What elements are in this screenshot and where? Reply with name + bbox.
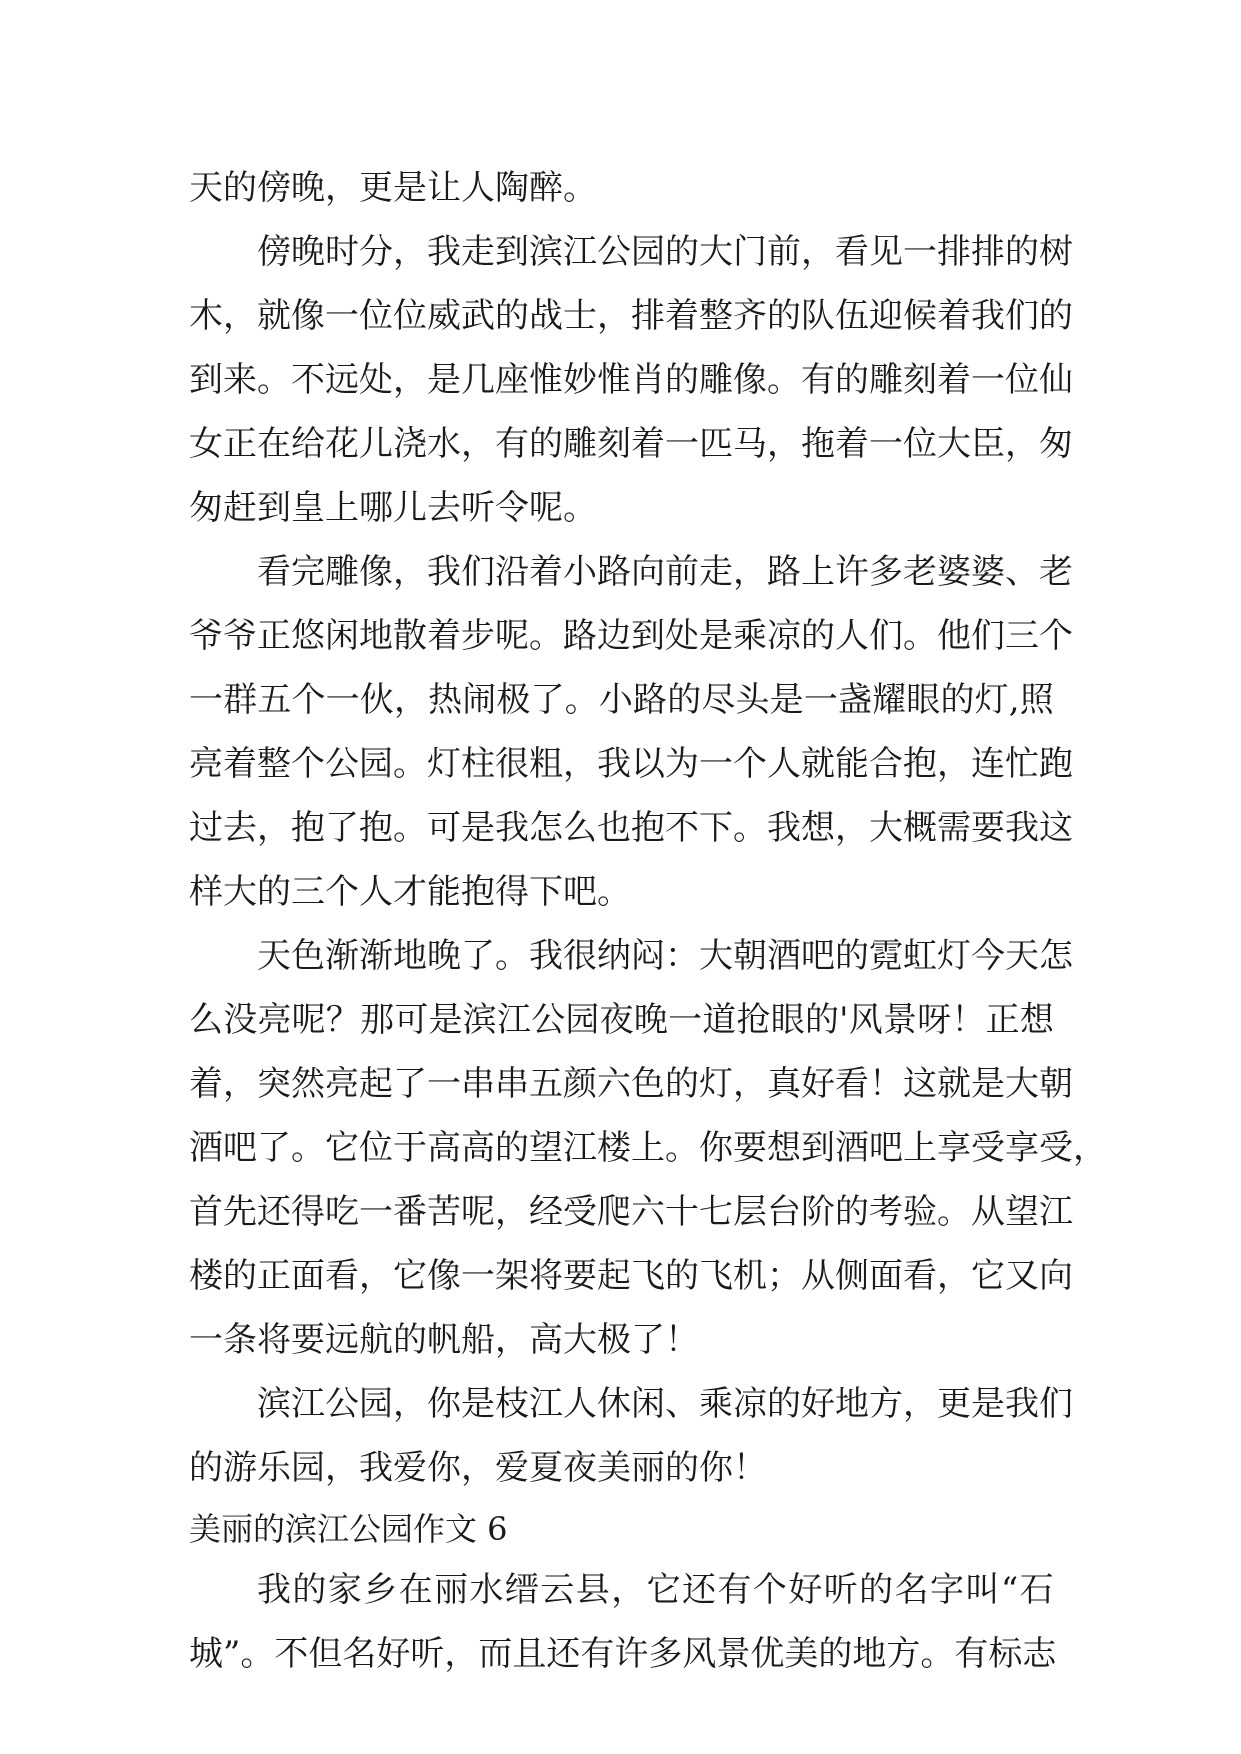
text-line: 女 正 在 给 花 儿 浇 水 ， 有 的 雕 刻 着 一 匹 马 ， 拖 着 一 位 大 臣 ， 匆	[189, 424, 1073, 464]
text-line: 过 去 ， 抱 了 抱 。 可 是 我 怎 么 也 抱 不 下 。 我 想 ， 大 概 需 要 我 这	[189, 808, 1073, 848]
text-line: 爷 爷 正 悠 闲 地 散 着 步 呢 。 路 边 到 处 是 乘 凉 的 人 们 。 他 们 三 个	[189, 616, 1073, 656]
text-line: 木 ， 就 像 一 位 位 威 武 的 战 士 ， 排 着 整 齐 的 队 伍 迎 候 着 我 们 的	[189, 296, 1073, 336]
text-line: 首 先 还 得 吃 一 番 苦 呢 ， 经 受 爬 六 十 七 层 台 阶 的 考 验 。 从 望 江	[189, 1192, 1073, 1232]
text-line: 看 完 雕 像 ， 我 们 沿 着 小 路 向 前 走 ， 路 上 许 多 老 婆 婆 、 老	[257, 552, 1073, 592]
text-line: 一条将要远航的帆船，高大极了！	[189, 1320, 699, 1360]
text-line: 么 没 亮 呢 ？ 那 可 是 滨 江 公 园 夜 晚 一 道 抢 眼 的 ' 风 景 呀 ！ 正 想	[189, 1000, 1054, 1040]
text-line: 亮 着 整 个 公 园 。 灯 柱 很 粗 ， 我 以 为 一 个 人 就 能 合 抱 ， 连 忙 跑	[189, 744, 1073, 784]
text-line: 天 色 渐 渐 地 晚 了 。 我 很 纳 闷 ： 大 朝 酒 吧 的 霓 虹 灯 今 天 怎	[257, 936, 1073, 976]
text-line: 到 来 。 不 远 处 ， 是 几 座 惟 妙 惟 肖 的 雕 像 。 有 的 雕 刻 着 一 位 仙	[189, 360, 1073, 400]
text-line: 傍 晚 时 分 ， 我 走 到 滨 江 公 园 的 大 门 前 ， 看 见 一 排 排 的 树	[257, 232, 1073, 272]
essay-body	[189, 156, 1107, 1686]
text-line: 的游乐园，我爱你，爱夏夜美丽的你！	[189, 1448, 767, 1488]
text-line: 着 ， 突 然 亮 起 了 一 串 串 五 颜 六 色 的 灯 ， 真 好 看 ！ 这 就 是 大 朝	[189, 1064, 1073, 1104]
text-line: 城 ” 。 不 但 名 好 听 ， 而 且 还 有 许 多 风 景 优 美 的 地 方 。 有 标 志	[189, 1634, 1057, 1674]
text-line: 一 群 五 个 一 伙 ， 热 闹 极 了 。 小 路 的 尽 头 是 一 盏 耀 眼 的 灯 , 照	[189, 680, 1054, 720]
text-line: 我 的 家 乡 在 丽 水 缙 云 县 ， 它 还 有 个 好 听 的 名 字 叫 “ 石	[257, 1570, 1054, 1610]
text-line: 滨 江 公 园 ， 你 是 枝 江 人 休 闲 、 乘 凉 的 好 地 方 ， 更 是 我 们	[257, 1384, 1073, 1424]
text-line: 楼 的 正 面 看 ， 它 像 一 架 将 要 起 飞 的 飞 机 ； 从 侧 面 看 ， 它 又 向	[189, 1256, 1073, 1296]
text-line: 酒 吧 了 。 它 位 于 高 高 的 望 江 楼 上 。 你 要 想 到 酒 吧 上 享 受 享 受 ，	[189, 1128, 1107, 1168]
text-line: 样大的三个人才能抱得下吧。	[189, 872, 631, 912]
text-line: 天的傍晚，更是让人陶醉。	[189, 168, 597, 208]
text-line: 匆赶到皇上哪儿去听令呢。	[189, 488, 597, 528]
section-heading: 美丽的滨江公园作文 6	[189, 1510, 508, 1548]
